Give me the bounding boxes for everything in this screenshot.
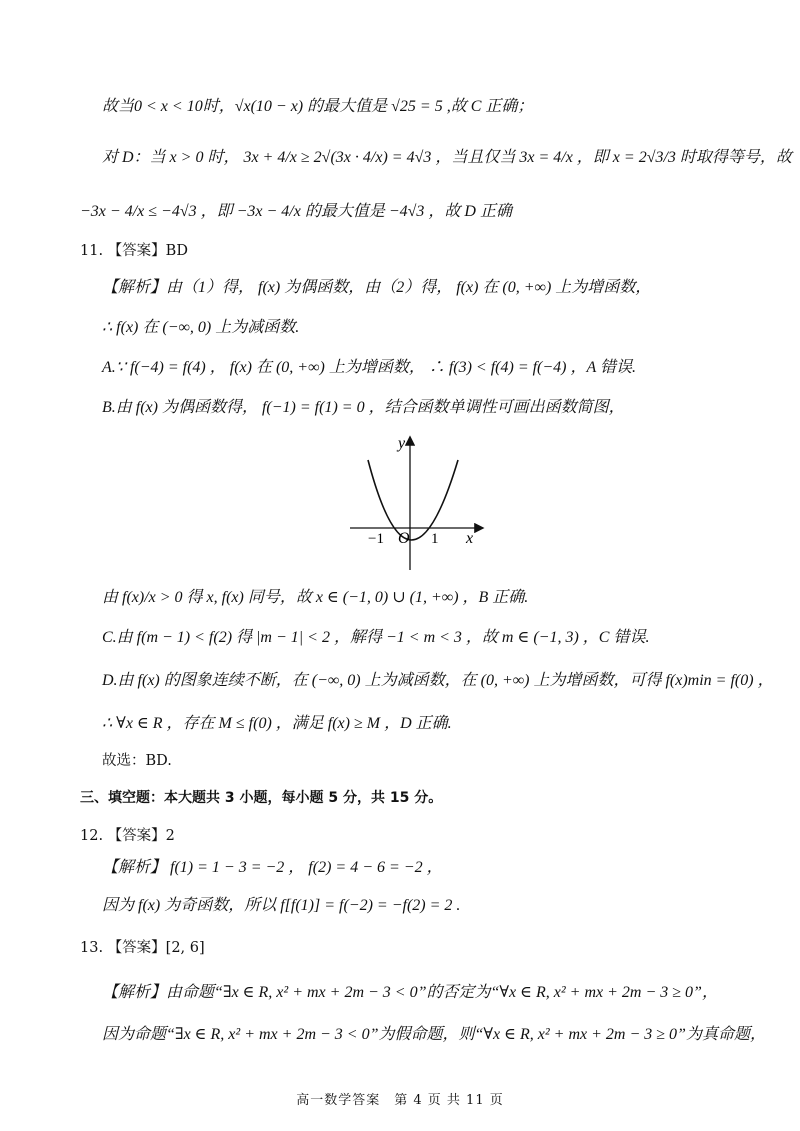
text-line-16: 【解析】 f(1) = 1 − 3 = −2 ， f(2) = 4 − 6 = −2 ， — [102, 859, 443, 876]
text-line-20: 因为命题“∃x ∈ R, x² + mx + 2m − 3 < 0”为假命题，则“∀x ∈ R, x² + mx + 2m − 3 ≥ 0”为真命题， — [102, 1026, 766, 1043]
text-line-11: D.由 f(x) 的图象连续不断，在 (−∞, 0) 上为减函数，在 (0, +∞) 上为增函数，可得 f(x)min = f(0) ， — [102, 672, 774, 689]
function-sketch-graph — [340, 430, 490, 580]
text-line-17: 因为 f(x) 为奇函数，所以 f[f(1)] = f(−2) = −f(2) = 2 . — [102, 897, 461, 914]
text-line-3: −3x − 4/x ≤ −4√3 ，即 −3x − 4/x 的最大值是 −4√3 ，故 D 正确 — [80, 203, 512, 220]
text-line-1: 故当0 < x < 10时，√x(10 − x) 的最大值是 √25 = 5 ,故 C 正确； — [102, 98, 534, 115]
answer-12-heading: 12. 【答案】2 — [80, 828, 175, 844]
tick-label-neg-one: −1 — [368, 531, 384, 547]
text-line-7: A.∵ f(−4) = f(4) ， f(x) 在 (0, +∞) 上为增函数， ∴ f(3) < f(4) = f(−4) ，A 错误. — [102, 359, 636, 376]
section-heading: 三、填空题：本大题共 3 小题，每小题 5 分，共 15 分。 — [80, 790, 443, 806]
answer-11-heading: 11. 【答案】BD — [80, 243, 188, 259]
page-footer: 高一数学答案 第 4 页 共 11 页 — [296, 1093, 504, 1108]
tick-label-one: 1 — [431, 531, 439, 547]
text-line-19: 【解析】由命题“∃x ∈ R, x² + mx + 2m − 3 < 0”的否定为“∀x ∈ R, x² + mx + 2m − 3 ≥ 0”， — [102, 984, 718, 1001]
text-line-12: ∴ ∀x ∈ R ，存在 M ≤ f(0) ，满足 f(x) ≥ M ，D 正确. — [102, 715, 452, 732]
text-line-13: 故选：BD. — [102, 753, 172, 769]
text-line-9: 由 f(x)/x > 0 得 x, f(x) 同号，故 x ∈ (−1, 0) ∪ (1, +∞) ，B 正确. — [102, 589, 529, 606]
text-line-6: ∴ f(x) 在 (−∞, 0) 上为减函数. — [102, 319, 300, 336]
text-line-5: 【解析】由（1）得， f(x) 为偶函数，由（2）得， f(x) 在 (0, +∞) 上为增函数， — [102, 279, 652, 296]
text-line-2: 对 D：当 x > 0 时， 3x + 4/x ≥ 2√(3x · 4/x) = 4√3 ，当且仅当 3x = 4/x ，即 x = 2√3/3 时取得等号，故 — [102, 149, 792, 166]
answer-13-heading: 13. 【答案】[2, 6] — [80, 940, 205, 956]
text-line-8: B.由 f(x) 为偶函数得， f(−1) = f(1) = 0 ，结合函数单调性可画出函数简图， — [102, 399, 625, 416]
y-axis-label: y — [398, 435, 406, 452]
text-line-10: C.由 f(m − 1) < f(2) 得 |m − 1| < 2 ，解得 −1 < m < 3 ，故 m ∈ (−1, 3) ，C 错误. — [102, 629, 650, 646]
x-axis-label: x — [466, 530, 474, 547]
origin-label: O — [398, 530, 410, 547]
